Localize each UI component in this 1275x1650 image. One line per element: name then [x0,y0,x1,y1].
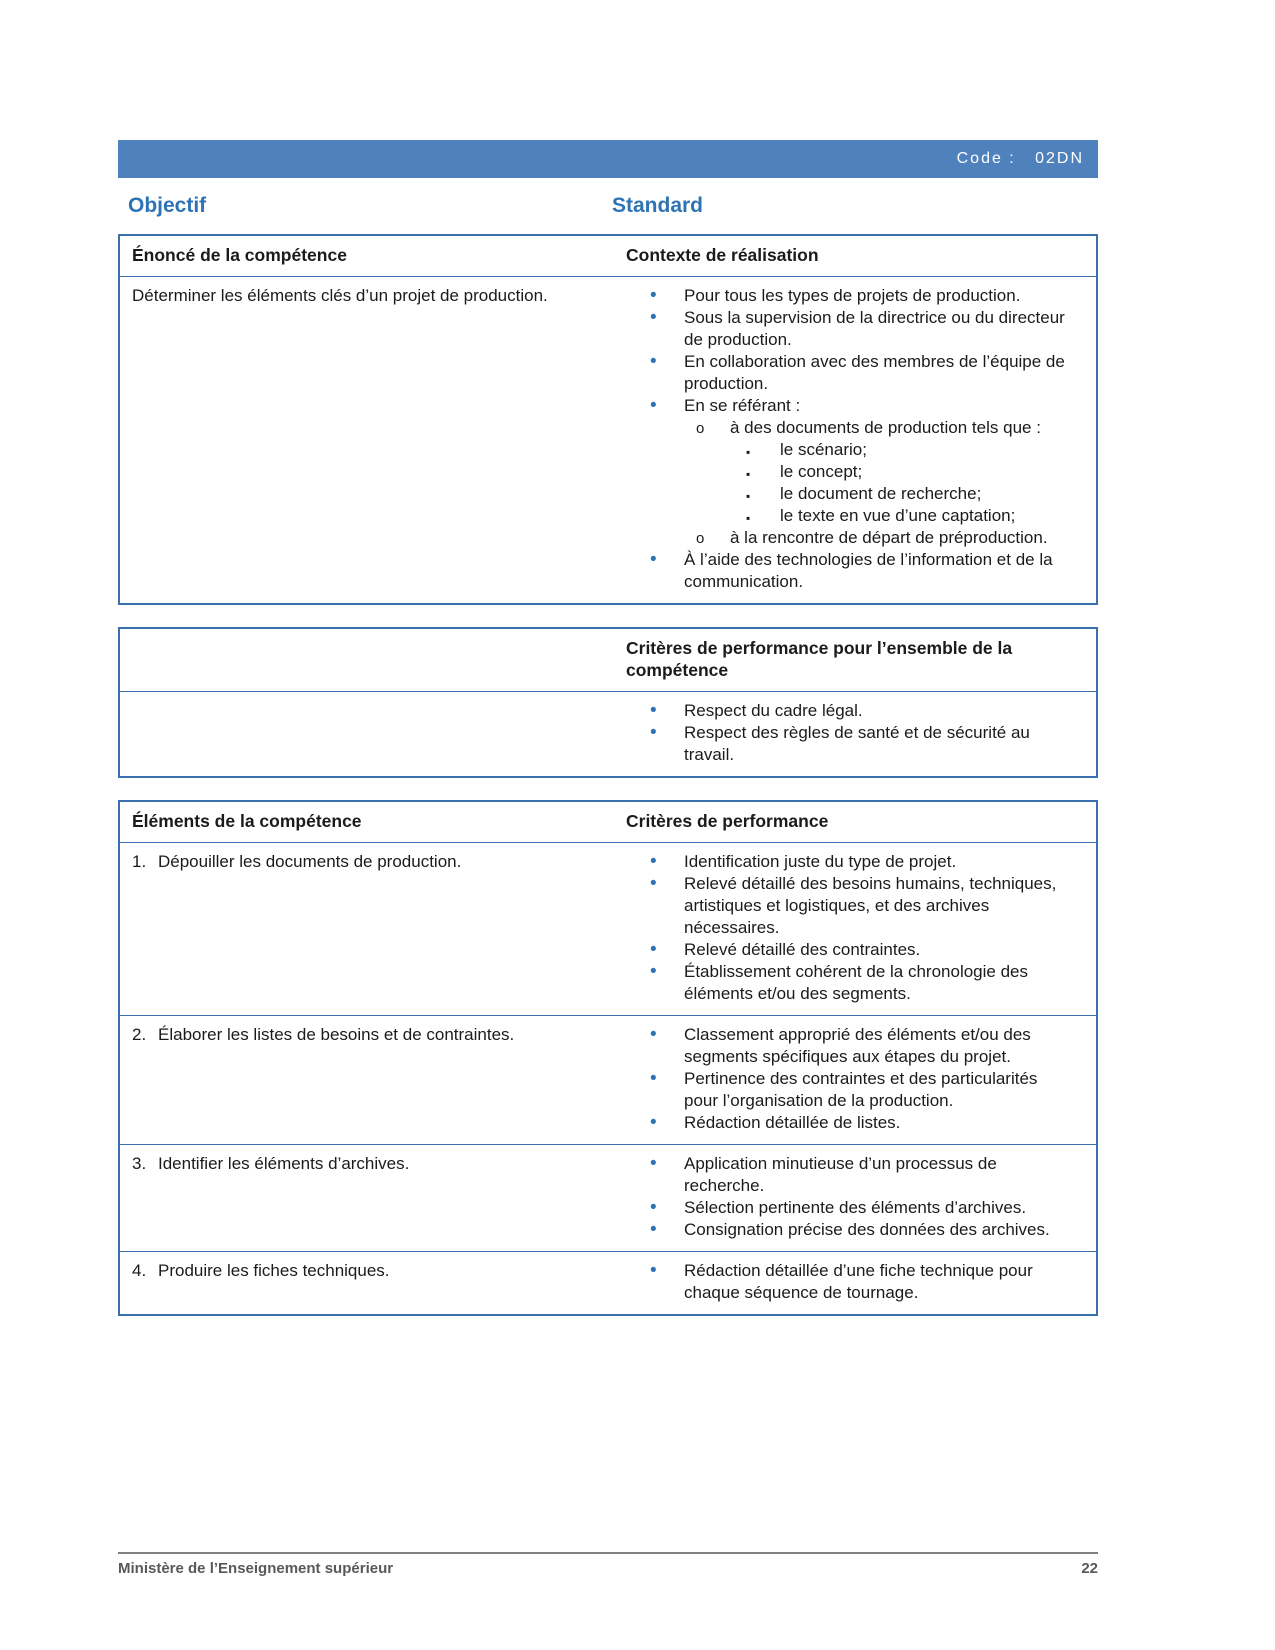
bullet-item: ▪ le texte en vue d’une captation; [744,505,1068,527]
page-footer [118,1552,1098,1577]
bullet-item: • Relevé détaillé des contraintes. [648,939,1068,961]
bullet-item: • Établissement cohérent de la chronologie des éléments et/ou des segments. [648,961,1068,1005]
bullet-item: o à des documents de production tels que : [694,417,1068,439]
bullet-item: • Sélection pertinente des éléments d’archives. [648,1197,1068,1219]
enonce-table-header-row [120,236,1096,277]
footer-page-number: 22 [1081,1560,1098,1577]
contexte-list [648,285,1068,593]
elements-table-header-row [120,802,1096,843]
criteres-ensemble-header-row [120,629,1096,692]
element-cell [120,843,614,1015]
enonce-table [118,234,1098,605]
element-number: 1. [132,852,147,871]
footer-ministry: Ministère de l’Enseignement supérieur [118,1560,394,1577]
contexte-cell [614,277,1096,603]
bullet-item: • Sous la supervision de la directrice ou du directeur de production. [648,307,1068,351]
bullet-item: • Respect des règles de santé et de sécurité au travail. [648,722,1068,766]
criteres-cell [614,1016,1096,1144]
enonce-table-body-row [120,277,1096,603]
element-row-3 [120,1144,1096,1251]
criteres-list [648,851,1068,1005]
element-text: Dépouiller les documents de production. [158,852,462,871]
criteres-ensemble-body-row [120,692,1096,776]
element-cell [120,1252,614,1314]
objectif-heading: Objectif [128,194,207,217]
bullet-item: • En se référant : [648,395,1068,417]
bullet-item: • Rédaction détaillée de listes. [648,1112,1068,1134]
bullet-item: • Identification juste du type de projet. [648,851,1068,873]
bullet-item: ▪ le concept; [744,461,1068,483]
criteres-list [648,1024,1068,1134]
element-statement [132,851,584,873]
elements-header: Éléments de la compétence [132,811,362,831]
enonce-header: Énoncé de la compétence [132,245,347,265]
bullet-item: • Relevé détaillé des besoins humains, techniques, artistiques et logistiques, et des archives nécessaires. [648,873,1068,939]
criteres-ensemble-list [648,700,1068,766]
bullet-item: • Rédaction détaillée d’une fiche technique pour chaque séquence de tournage. [648,1260,1068,1304]
elements-table [118,800,1098,1316]
element-statement [132,1153,584,1175]
code-label: Code : 02DN [956,150,1084,167]
bullet-item: • Application minutieuse d’un processus de recherche. [648,1153,1068,1197]
element-statement [132,1260,584,1282]
bullet-item: • En collaboration avec des membres de l’équipe de production. [648,351,1068,395]
criteres-cell [614,1145,1096,1251]
element-number: 4. [132,1261,147,1280]
element-text: Identifier les éléments d’archives. [158,1154,410,1173]
criteres-list [648,1260,1068,1304]
bullet-item: ▪ le scénario; [744,439,1068,461]
bullet-item: • Pertinence des contraintes et des particularités pour l’organisation de la production. [648,1068,1068,1112]
bullet-item: • Respect du cadre légal. [648,700,1068,722]
element-cell [120,1145,614,1251]
criteres-ensemble-header-empty [120,629,614,691]
element-statement [132,1024,584,1046]
criteres-list [648,1153,1068,1241]
section-headings [118,194,1098,218]
criteres-cell [614,1252,1096,1314]
contexte-header: Contexte de réalisation [626,245,819,265]
element-text: Élaborer les listes de besoins et de contraintes. [158,1025,515,1044]
criteres-ensemble-cell [614,692,1096,776]
criteres-ensemble-empty-cell [120,692,614,776]
element-row-4 [120,1251,1096,1314]
bullet-item: • Consignation précise des données des archives. [648,1219,1068,1241]
element-number: 2. [132,1025,147,1044]
standard-heading: Standard [612,194,704,217]
criteres-cell [614,843,1096,1015]
bullet-item: ▪ le document de recherche; [744,483,1068,505]
element-row-2 [120,1015,1096,1144]
code-bar [118,140,1098,178]
element-cell [120,1016,614,1144]
bullet-item: o à la rencontre de départ de préproduction. [694,527,1068,549]
bullet-item: • Classement approprié des éléments et/ou des segments spécifiques aux étapes du projet. [648,1024,1068,1068]
element-number: 3. [132,1154,147,1173]
element-row-1 [120,843,1096,1015]
criteres-ensemble-header: Critères de performance pour l’ensemble de la compétence [626,638,1013,680]
page-content [118,140,1098,1316]
criteres-ensemble-table [118,627,1098,778]
criteres-header: Critères de performance [626,811,829,831]
bullet-item: • À l’aide des technologies de l’information et de la communication. [648,549,1068,593]
enonce-statement: Déterminer les éléments clés d’un projet de production. [132,286,548,305]
element-text: Produire les fiches techniques. [158,1261,390,1280]
bullet-item: • Pour tous les types de projets de production. [648,285,1068,307]
